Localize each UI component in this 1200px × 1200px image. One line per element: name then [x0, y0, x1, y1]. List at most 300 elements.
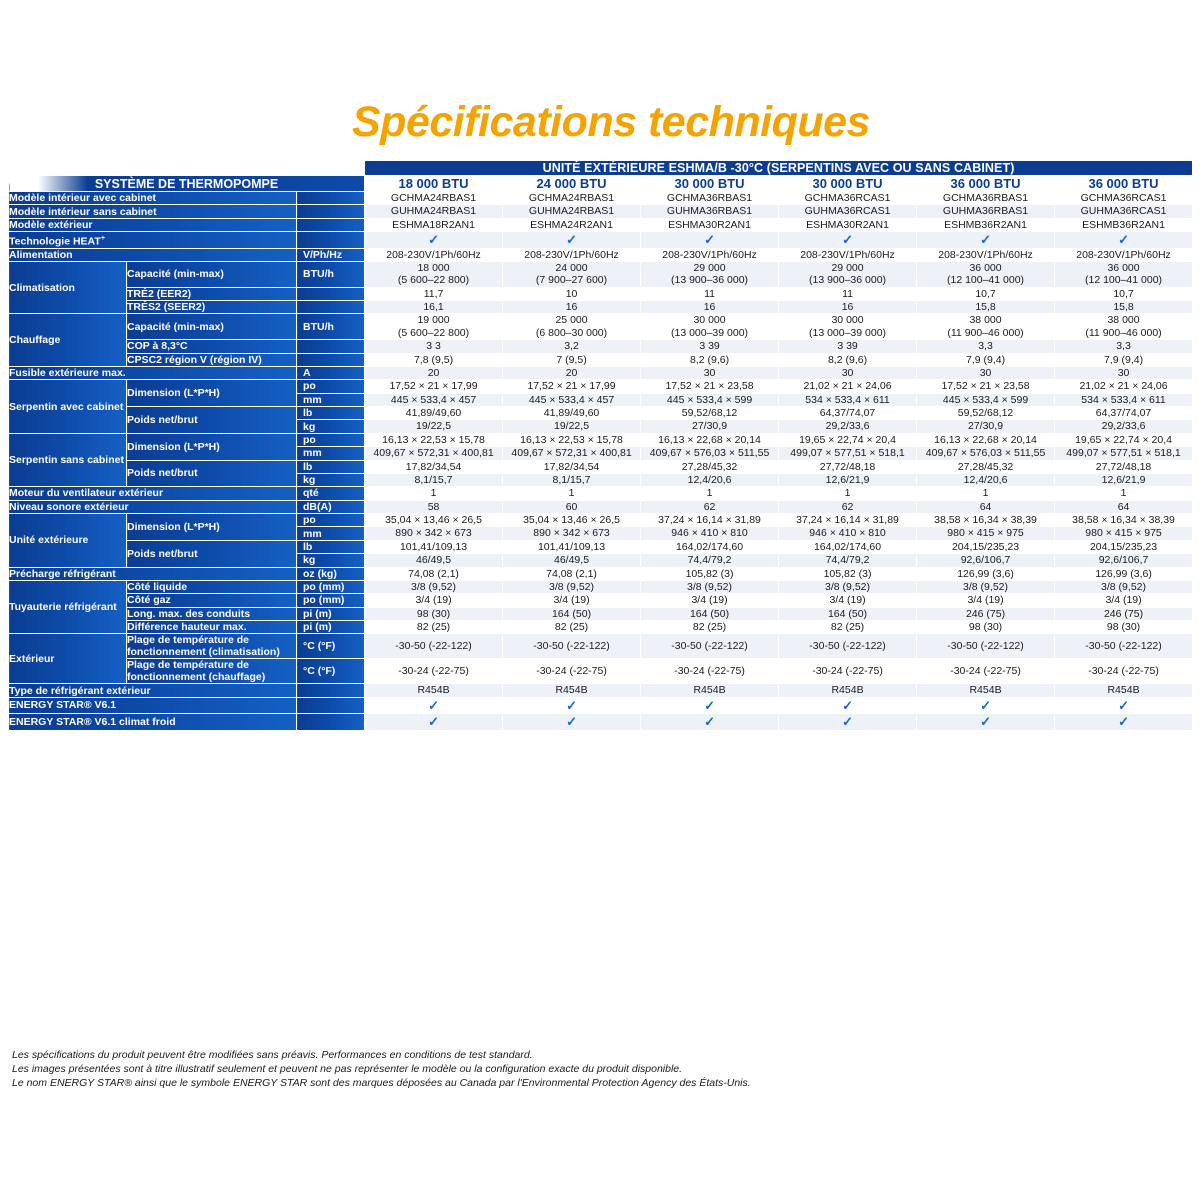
spec-value-cell: 105,82 (3): [641, 567, 779, 580]
spec-value-cell: 74,08 (2,1): [503, 567, 641, 580]
spec-value-cell: 3/8 (9,52): [779, 580, 917, 593]
spec-value-cell: 246 (75): [917, 607, 1055, 620]
row-unit-label: °C (°F): [297, 659, 365, 684]
spec-value-cell: 20: [365, 366, 503, 379]
spec-value-cell: 445 × 533,4 × 599: [917, 393, 1055, 406]
check-icon: ✓: [566, 714, 577, 730]
spec-value-cell: 3/4 (19): [917, 594, 1055, 607]
check-icon: ✓: [842, 714, 853, 730]
row-sub-label: Côté gaz: [127, 594, 297, 607]
capacity-header: 36 000 BTU: [1055, 176, 1193, 192]
spec-value-cell: 445 × 533,4 × 457: [503, 393, 641, 406]
spec-value-cell: 980 × 415 × 975: [917, 527, 1055, 540]
row-unit-label: lb: [297, 407, 365, 420]
spec-value-cell: 82 (25): [641, 621, 779, 634]
row-sub-label: TRÉ2 (EER2): [127, 287, 297, 300]
spec-value-cell: 92,6/106,7: [917, 554, 1055, 567]
spec-value-cell: 59,52/68,12: [917, 407, 1055, 420]
row-unit-label: [297, 205, 365, 218]
row-unit-label: po: [297, 514, 365, 527]
spec-value-cell: 1: [365, 487, 503, 500]
spec-value-cell: [365, 714, 503, 730]
row-sub-label: TRÉS2 (SEER2): [127, 301, 297, 314]
spec-value-cell: ESHMA24R2AN1: [503, 218, 641, 231]
row-unit-label: V/Ph/Hz: [297, 248, 365, 261]
check-icon: ✓: [842, 697, 853, 713]
table-row: [9, 697, 1193, 713]
spec-value-cell: 3/4 (19): [641, 594, 779, 607]
row-group-label: ENERGY STAR® V6.1: [9, 697, 297, 713]
row-sub-label: Plage de température de fonctionnement (chauffage): [127, 659, 297, 684]
spec-value-cell: 499,07 × 577,51 × 518,1: [1055, 447, 1193, 460]
header-band-row: [9, 161, 1193, 176]
spec-value-cell: 10,7: [1055, 287, 1193, 300]
spec-value-cell: GCHMA36RCAS1: [779, 192, 917, 205]
capacity-header: 30 000 BTU: [779, 176, 917, 192]
spec-value-cell: 16,13 × 22,68 × 20,14: [917, 433, 1055, 446]
spec-value-cell: [503, 697, 641, 713]
check-icon: ✓: [980, 697, 991, 713]
row-unit-label: mm: [297, 527, 365, 540]
row-unit-label: °C (°F): [297, 634, 365, 659]
spec-value-cell: 946 × 410 × 810: [641, 527, 779, 540]
spec-value-cell: -30-50 (-22-122): [917, 634, 1055, 659]
row-unit-label: kg: [297, 420, 365, 433]
row-unit-label: [297, 192, 365, 205]
spec-value-cell: 534 × 533,4 × 611: [1055, 393, 1193, 406]
spec-value-cell: [503, 232, 641, 248]
spec-value-cell: 12,6/21,9: [779, 473, 917, 486]
spec-value-cell: 12,4/20,6: [641, 473, 779, 486]
row-unit-label: oz (kg): [297, 567, 365, 580]
spec-value-cell: 16,13 × 22,53 × 15,78: [503, 433, 641, 446]
spec-value-cell: 38,58 × 16,34 × 38,39: [1055, 514, 1193, 527]
row-unit-label: [297, 684, 365, 697]
row-unit-label: po: [297, 433, 365, 446]
spec-value-cell: GUHMA36RCAS1: [779, 205, 917, 218]
spec-value-cell: 41,89/49,60: [365, 407, 503, 420]
spec-value-cell: 208-230V/1Ph/60Hz: [779, 248, 917, 261]
spec-value-cell: -30-50 (-22-122): [365, 634, 503, 659]
table-row: [9, 433, 1193, 446]
spec-value-cell: 10,7: [917, 287, 1055, 300]
spec-value-cell: 16: [503, 301, 641, 314]
spec-value-cell: GUHMA36RCAS1: [1055, 205, 1193, 218]
spec-value-cell: 27,28/45,32: [641, 460, 779, 473]
spec-value-cell: 1: [641, 487, 779, 500]
spec-value-cell: 164 (50): [503, 607, 641, 620]
table-row: [9, 248, 1193, 261]
spec-value-cell: 16: [641, 301, 779, 314]
spec-value-cell: 164,02/174,60: [641, 540, 779, 553]
spec-value-cell: 204,15/235,23: [917, 540, 1055, 553]
spec-value-cell: 58: [365, 500, 503, 513]
row-sub-label: Poids net/brut: [127, 407, 297, 434]
spec-value-cell: 41,89/49,60: [503, 407, 641, 420]
spec-value-cell: 59,52/68,12: [641, 407, 779, 420]
row-unit-label: qté: [297, 487, 365, 500]
table-row: [9, 540, 1193, 553]
spec-value-cell: 27/30,9: [917, 420, 1055, 433]
spec-value-cell: 17,52 × 21 × 23,58: [641, 380, 779, 393]
spec-value-cell: [365, 232, 503, 248]
spec-value-cell: [917, 697, 1055, 713]
row-unit-label: pi (m): [297, 621, 365, 634]
row-unit-label: BTU/h: [297, 314, 365, 340]
table-row: [9, 714, 1193, 730]
table-header: [9, 161, 1193, 192]
spec-value-cell: 7,9 (9,4): [917, 353, 1055, 366]
spec-value-cell: GCHMA36RCAS1: [1055, 192, 1193, 205]
spec-value-cell: 12,6/21,9: [1055, 473, 1193, 486]
spec-value-cell: 3/4 (19): [779, 594, 917, 607]
spec-value-cell: 499,07 × 577,51 × 518,1: [779, 447, 917, 460]
spec-value-cell: 92,6/106,7: [1055, 554, 1193, 567]
spec-value-cell: 37,24 × 16,14 × 31,89: [779, 514, 917, 527]
spec-value-cell: 208-230V/1Ph/60Hz: [917, 248, 1055, 261]
row-group-label: Modèle intérieur avec cabinet: [9, 192, 297, 205]
table-row: [9, 580, 1193, 593]
spec-value-cell: [1055, 697, 1193, 713]
spec-value-cell: -30-50 (-22-122): [779, 634, 917, 659]
row-group-label: Serpentin sans cabinet: [9, 433, 127, 487]
check-icon: ✓: [704, 714, 715, 730]
spec-value-cell: 409,67 × 576,03 × 511,55: [917, 447, 1055, 460]
spec-value-cell: 890 × 342 × 673: [365, 527, 503, 540]
spec-value-cell: R454B: [917, 684, 1055, 697]
spec-value-cell: 29,2/33,6: [779, 420, 917, 433]
row-group-label: Technologie HEAT+: [9, 232, 297, 248]
spec-value-cell: 8,2 (9,6): [779, 353, 917, 366]
table-row: [9, 407, 1193, 420]
spec-value-cell: 10: [503, 287, 641, 300]
spec-value-cell: -30-50 (-22-122): [641, 634, 779, 659]
spec-value-cell: 16,13 × 22,53 × 15,78: [365, 433, 503, 446]
spec-value-cell: 30: [641, 366, 779, 379]
spec-value-cell: 82 (25): [779, 621, 917, 634]
spec-value-cell: [917, 232, 1055, 248]
spec-value-cell: 1: [779, 487, 917, 500]
spec-value-cell: 8,1/15,7: [365, 473, 503, 486]
spec-value-cell: 17,82/34,54: [503, 460, 641, 473]
row-unit-label: [297, 218, 365, 231]
spec-value-cell: ESHMA30R2AN1: [641, 218, 779, 231]
table-row: [9, 460, 1193, 473]
table-row: [9, 634, 1193, 659]
row-group-label: Niveau sonore extérieur: [9, 500, 297, 513]
row-group-label: Moteur du ventilateur extérieur: [9, 487, 297, 500]
spec-value-cell: 37,24 × 16,14 × 31,89: [641, 514, 779, 527]
spec-value-cell: 409,67 × 576,03 × 511,55: [641, 447, 779, 460]
spec-value-cell: 3/4 (19): [503, 594, 641, 607]
row-unit-label: dB(A): [297, 500, 365, 513]
spec-value-cell: GUHMA36RBAS1: [917, 205, 1055, 218]
spec-value-cell: 101,41/109,13: [503, 540, 641, 553]
row-unit-label: [297, 301, 365, 314]
table-row: [9, 567, 1193, 580]
spec-value-cell: [779, 714, 917, 730]
spec-value-cell: 164 (50): [641, 607, 779, 620]
spec-value-cell: [779, 232, 917, 248]
spec-value-cell: 98 (30): [365, 607, 503, 620]
spec-value-cell: 25 000 (6 800–30 000): [503, 314, 641, 340]
spec-value-cell: 27,72/48,18: [1055, 460, 1193, 473]
capacity-header: 30 000 BTU: [641, 176, 779, 192]
system-title: SYSTÈME DE THERMOPOMPE: [9, 176, 365, 192]
spec-value-cell: 15,8: [1055, 301, 1193, 314]
spec-value-cell: 1: [917, 487, 1055, 500]
row-sub-label: Capacité (min-max): [127, 314, 297, 340]
spec-value-cell: R454B: [1055, 684, 1193, 697]
row-sub-label: Long. max. des conduits: [127, 607, 297, 620]
table-row: [9, 340, 1193, 353]
spec-value-cell: GUHMA36RBAS1: [641, 205, 779, 218]
capacity-header: 24 000 BTU: [503, 176, 641, 192]
row-group-label: Chauffage: [9, 314, 127, 367]
spec-value-cell: 74,4/79,2: [779, 554, 917, 567]
spec-value-cell: 30: [917, 366, 1055, 379]
row-sub-label: Différence hauteur max.: [127, 621, 297, 634]
row-sub-label: Côté liquide: [127, 580, 297, 593]
footnote-line: Les spécifications du produit peuvent être modifiées sans préavis. Performances en conditions de test standard.: [12, 1049, 533, 1061]
spec-value-cell: 16,13 × 22,68 × 20,14: [641, 433, 779, 446]
table-row: [9, 287, 1193, 300]
spec-value-cell: 16: [779, 301, 917, 314]
spec-value-cell: 105,82 (3): [779, 567, 917, 580]
row-group-label: Type de réfrigérant extérieur: [9, 684, 297, 697]
table-row: [9, 366, 1193, 379]
spec-value-cell: 8,2 (9,6): [641, 353, 779, 366]
row-unit-label: A: [297, 366, 365, 379]
row-unit-label: mm: [297, 393, 365, 406]
spec-value-cell: [917, 714, 1055, 730]
row-sub-label: Dimension (L*P*H): [127, 380, 297, 407]
spec-value-cell: [641, 232, 779, 248]
row-unit-label: [297, 714, 365, 730]
check-icon: ✓: [704, 232, 715, 248]
spec-value-cell: -30-50 (-22-122): [1055, 634, 1193, 659]
spec-value-cell: 3/8 (9,52): [641, 580, 779, 593]
spec-value-cell: 208-230V/1Ph/60Hz: [503, 248, 641, 261]
spec-value-cell: 3,3: [917, 340, 1055, 353]
outdoor-unit-band: UNITÉ EXTÉRIEURE ESHMA/B -30°C (SERPENTINS AVEC OU SANS CABINET): [365, 161, 1193, 176]
spec-value-cell: 946 × 410 × 810: [779, 527, 917, 540]
spec-value-cell: 27,72/48,18: [779, 460, 917, 473]
spec-value-cell: 3/4 (19): [365, 594, 503, 607]
row-group-label: Fusible extérieure max.: [9, 366, 297, 379]
spec-value-cell: [503, 714, 641, 730]
spec-value-cell: 35,04 × 13,46 × 26,5: [503, 514, 641, 527]
check-icon: ✓: [566, 697, 577, 713]
spec-value-cell: 29 000 (13 900–36 000): [779, 261, 917, 287]
spec-value-cell: [641, 697, 779, 713]
spec-value-cell: 46/49,5: [503, 554, 641, 567]
capacity-header: 18 000 BTU: [365, 176, 503, 192]
spec-value-cell: ESHMB36R2AN1: [1055, 218, 1193, 231]
check-icon: ✓: [704, 697, 715, 713]
spec-value-cell: 7,9 (9,4): [1055, 353, 1193, 366]
spec-value-cell: 38 000 (11 900–46 000): [917, 314, 1055, 340]
capacity-header: 36 000 BTU: [917, 176, 1055, 192]
row-sub-label: COP à 8,3°C: [127, 340, 297, 353]
row-unit-label: BTU/h: [297, 261, 365, 287]
spec-value-cell: GUHMA24RBAS1: [365, 205, 503, 218]
spec-value-cell: GCHMA36RBAS1: [917, 192, 1055, 205]
spec-value-cell: 19 000 (5 600–22 800): [365, 314, 503, 340]
spec-value-cell: R454B: [779, 684, 917, 697]
spec-value-cell: 980 × 415 × 975: [1055, 527, 1193, 540]
spec-value-cell: GCHMA24RBAS1: [365, 192, 503, 205]
row-sub-label: Dimension (L*P*H): [127, 514, 297, 541]
check-icon: ✓: [980, 232, 991, 248]
spec-value-cell: 17,52 × 21 × 23,58: [917, 380, 1055, 393]
check-icon: ✓: [980, 714, 991, 730]
row-unit-label: po (mm): [297, 594, 365, 607]
spec-value-cell: 12,4/20,6: [917, 473, 1055, 486]
footnotes: [12, 1048, 1172, 1091]
spec-value-cell: 17,52 × 21 × 17,99: [503, 380, 641, 393]
spec-value-cell: ESHMA18R2AN1: [365, 218, 503, 231]
spec-value-cell: 62: [641, 500, 779, 513]
spec-value-cell: [1055, 232, 1193, 248]
spec-value-cell: 30 000 (13 000–39 000): [641, 314, 779, 340]
table-row: [9, 192, 1193, 205]
row-sub-label: Poids net/brut: [127, 540, 297, 567]
spec-value-cell: 7 (9,5): [503, 353, 641, 366]
footnote-line: Les images présentées sont à titre illustratif seulement et peuvent ne pas représenter le modèle ou la configuration exacte du produit disponible.: [12, 1063, 683, 1076]
spec-value-cell: 126,99 (3,6): [917, 567, 1055, 580]
spec-value-cell: -30-50 (-22-122): [503, 634, 641, 659]
spec-value-cell: R454B: [365, 684, 503, 697]
spec-value-cell: 82 (25): [365, 621, 503, 634]
row-unit-label: lb: [297, 540, 365, 553]
specifications-table: [8, 160, 1193, 731]
spec-value-cell: 60: [503, 500, 641, 513]
spec-value-cell: -30-24 (-22-75): [779, 659, 917, 684]
spec-value-cell: 890 × 342 × 673: [503, 527, 641, 540]
table-row: [9, 205, 1193, 218]
spec-table-container: [8, 160, 1192, 731]
spec-value-cell: 30: [1055, 366, 1193, 379]
check-icon: ✓: [428, 714, 439, 730]
spec-value-cell: 19,65 × 22,74 × 20,4: [779, 433, 917, 446]
spec-value-cell: 62: [779, 500, 917, 513]
spec-value-cell: 29,2/33,6: [1055, 420, 1193, 433]
footnote-line: Le nom ENERGY STAR® ainsi que le symbole ENERGY STAR sont des marques déposées au Canada par l'Environmental Protection Agency des États-Unis.: [12, 1077, 751, 1090]
spec-value-cell: 208-230V/1Ph/60Hz: [365, 248, 503, 261]
spec-value-cell: 82 (25): [503, 621, 641, 634]
spec-value-cell: 36 000 (12 100–41 000): [1055, 261, 1193, 287]
row-sub-label: Poids net/brut: [127, 460, 297, 487]
spec-value-cell: 11,7: [365, 287, 503, 300]
spec-value-cell: -30-24 (-22-75): [641, 659, 779, 684]
spec-value-cell: 3/8 (9,52): [1055, 580, 1193, 593]
table-row: [9, 621, 1193, 634]
spec-value-cell: 3/4 (19): [1055, 594, 1193, 607]
spec-value-cell: 3/8 (9,52): [917, 580, 1055, 593]
check-icon: ✓: [1118, 232, 1129, 248]
spec-value-cell: 98 (30): [917, 621, 1055, 634]
check-icon: ✓: [1118, 697, 1129, 713]
spec-value-cell: 27/30,9: [641, 420, 779, 433]
spec-value-cell: 19,65 × 22,74 × 20,4: [1055, 433, 1193, 446]
row-group-label: ENERGY STAR® V6.1 climat froid: [9, 714, 297, 730]
spec-value-cell: 29 000 (13 900–36 000): [641, 261, 779, 287]
spec-value-cell: 64: [917, 500, 1055, 513]
row-group-label: Tuyauterie réfrigérant: [9, 580, 127, 634]
row-group-label: Unité extérieure: [9, 514, 127, 568]
row-unit-label: po (mm): [297, 580, 365, 593]
spec-value-cell: [365, 697, 503, 713]
spec-value-cell: 8,1/15,7: [503, 473, 641, 486]
row-unit-label: [297, 340, 365, 353]
table-row: [9, 500, 1193, 513]
row-sub-label: Plage de température de fonctionnement (climatisation): [127, 634, 297, 659]
table-row: [9, 232, 1193, 248]
spec-value-cell: 19/22,5: [365, 420, 503, 433]
spec-value-cell: 74,4/79,2: [641, 554, 779, 567]
table-row: [9, 353, 1193, 366]
spec-value-cell: 1: [1055, 487, 1193, 500]
spec-value-cell: 19/22,5: [503, 420, 641, 433]
spec-value-cell: 18 000 (5 600–22 800): [365, 261, 503, 287]
spec-value-cell: 46/49,5: [365, 554, 503, 567]
spec-value-cell: 534 × 533,4 × 611: [779, 393, 917, 406]
spec-value-cell: 27,28/45,32: [917, 460, 1055, 473]
spec-value-cell: ESHMA30R2AN1: [779, 218, 917, 231]
spec-value-cell: 11: [779, 287, 917, 300]
row-unit-label: kg: [297, 554, 365, 567]
spec-value-cell: 21,02 × 21 × 24,06: [1055, 380, 1193, 393]
row-sub-label: Dimension (L*P*H): [127, 433, 297, 460]
spec-value-cell: 3/8 (9,52): [365, 580, 503, 593]
spec-value-cell: 30 000 (13 000–39 000): [779, 314, 917, 340]
row-unit-label: lb: [297, 460, 365, 473]
spec-value-cell: -30-24 (-22-75): [1055, 659, 1193, 684]
spec-value-cell: 36 000 (12 100–41 000): [917, 261, 1055, 287]
spec-value-cell: 3 39: [779, 340, 917, 353]
row-unit-label: [297, 353, 365, 366]
table-row: [9, 261, 1193, 287]
row-unit-label: [297, 697, 365, 713]
table-row: [9, 684, 1193, 697]
spec-value-cell: 3 3: [365, 340, 503, 353]
spec-value-cell: 35,04 × 13,46 × 26,5: [365, 514, 503, 527]
spec-value-cell: 101,41/109,13: [365, 540, 503, 553]
spec-value-cell: GUHMA24RBAS1: [503, 205, 641, 218]
table-row: [9, 301, 1193, 314]
table-row: [9, 314, 1193, 340]
row-unit-label: kg: [297, 473, 365, 486]
page-title: Spécifications techniques: [352, 98, 870, 146]
row-group-label: Extérieur: [9, 634, 127, 684]
spec-value-cell: ESHMB36R2AN1: [917, 218, 1055, 231]
spec-value-cell: 15,8: [917, 301, 1055, 314]
spec-value-cell: 445 × 533,4 × 457: [365, 393, 503, 406]
spec-value-cell: 98 (30): [1055, 621, 1193, 634]
spec-value-cell: 208-230V/1Ph/60Hz: [1055, 248, 1193, 261]
header-system-row: [9, 176, 1193, 192]
spec-value-cell: -30-24 (-22-75): [917, 659, 1055, 684]
spec-value-cell: R454B: [503, 684, 641, 697]
check-icon: ✓: [842, 232, 853, 248]
row-group-label: Serpentin avec cabinet: [9, 380, 127, 434]
spec-value-cell: 7,8 (9,5): [365, 353, 503, 366]
spec-value-cell: 409,67 × 572,31 × 400,81: [365, 447, 503, 460]
spec-value-cell: 3/8 (9,52): [503, 580, 641, 593]
check-icon: ✓: [428, 697, 439, 713]
spec-value-cell: 64: [1055, 500, 1193, 513]
